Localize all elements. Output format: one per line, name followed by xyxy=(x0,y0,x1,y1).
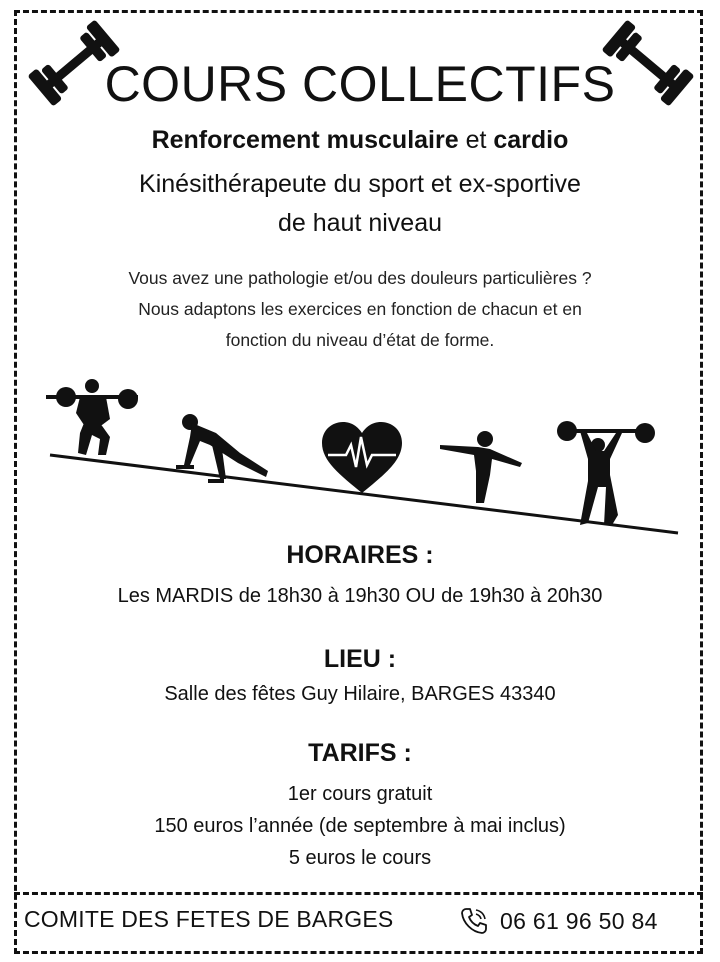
tagline-line-2: de haut niveau xyxy=(277,209,443,237)
horaires-text: Les MARDIS de 18h30 à 19h30 OU de 19h30 à 20h30 xyxy=(117,585,603,607)
horaires-heading: HORAIRES : xyxy=(286,541,434,569)
intro-line-3: fonction du niveau d’état de forme. xyxy=(225,330,495,350)
tagline-line-1: Kinésithérapeute du sport et ex-sportive xyxy=(139,170,581,198)
balance-pose-icon xyxy=(440,431,522,503)
subtitle-strength: Renforcement musculaire xyxy=(151,126,459,154)
phone-icon xyxy=(458,905,490,937)
phone-number: 06 61 96 50 84 xyxy=(500,907,658,934)
tarif-line-1: 1er cours gratuit xyxy=(287,783,433,805)
tarifs-heading: TARIFS : xyxy=(308,739,412,767)
lieu-heading: LIEU : xyxy=(323,645,397,673)
phone-contact[interactable] xyxy=(458,903,658,939)
footer-divider xyxy=(14,892,703,895)
organizer-name: COMITE DES FETES DE BARGES xyxy=(24,906,394,932)
lieu-text: Salle des fêtes Guy Hilaire, BARGES 43340 xyxy=(164,683,556,705)
overhead-lift-icon xyxy=(557,421,655,525)
tarif-line-2: 150 euros l’année (de septembre à mai inclus) xyxy=(154,815,566,837)
barbell-squat-icon xyxy=(46,379,138,455)
intro-line-2: Nous adaptons les exercices en fonction de chacun et en xyxy=(138,299,582,319)
heart-pulse-icon xyxy=(322,422,402,493)
fitness-illustration xyxy=(40,375,685,540)
intro-line-1: Vous avez une pathologie et/ou des douleurs particulières ? xyxy=(128,268,592,288)
page-title: COURS COLLECTIFS xyxy=(104,56,616,112)
tarif-line-3: 5 euros le cours xyxy=(288,847,432,869)
subtitle xyxy=(0,126,720,155)
subtitle-connector: et xyxy=(458,126,494,154)
subtitle-cardio: cardio xyxy=(493,126,569,154)
